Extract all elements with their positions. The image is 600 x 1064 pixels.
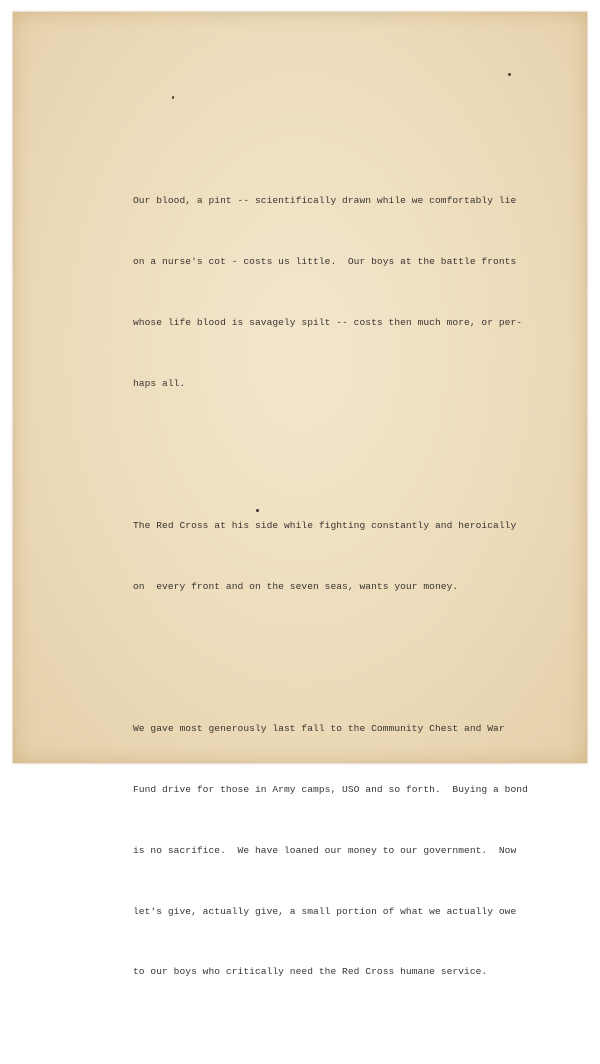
text-line: The Red Cross at his side while fighting constantly and heroically bbox=[133, 519, 517, 531]
typed-body-text bbox=[133, 110, 573, 1064]
text-line: on a nurse's cot - costs us little. Our boys at the battle fronts bbox=[133, 256, 517, 268]
text-line: haps all. bbox=[133, 377, 186, 389]
paragraph bbox=[133, 475, 573, 637]
typewritten-page bbox=[13, 12, 587, 978]
text-line: Fund drive for those in Army camps, USO and so forth. Buying a bond bbox=[133, 783, 528, 795]
text-line: on every front and on the seven seas, wants your money. bbox=[133, 580, 459, 592]
ink-speck bbox=[508, 73, 511, 76]
ink-speck bbox=[172, 96, 175, 100]
paragraph bbox=[133, 678, 573, 1023]
text-line: whose life blood is savagely spilt -- costs then much more, or per- bbox=[133, 316, 523, 328]
text-line: let's give, actually give, a small portion of what we actually owe bbox=[133, 905, 517, 917]
paragraph bbox=[133, 151, 573, 435]
text-line: to our boys who critically need the Red Cross humane service. bbox=[133, 966, 488, 978]
text-line: Our blood, a pint -- scientifically drawn while we comfortably lie bbox=[133, 195, 517, 207]
text-line: We gave most generously last fall to the Community Chest and War bbox=[133, 722, 505, 734]
text-line: is no sacrifice. We have loaned our money to our government. Now bbox=[133, 844, 517, 856]
